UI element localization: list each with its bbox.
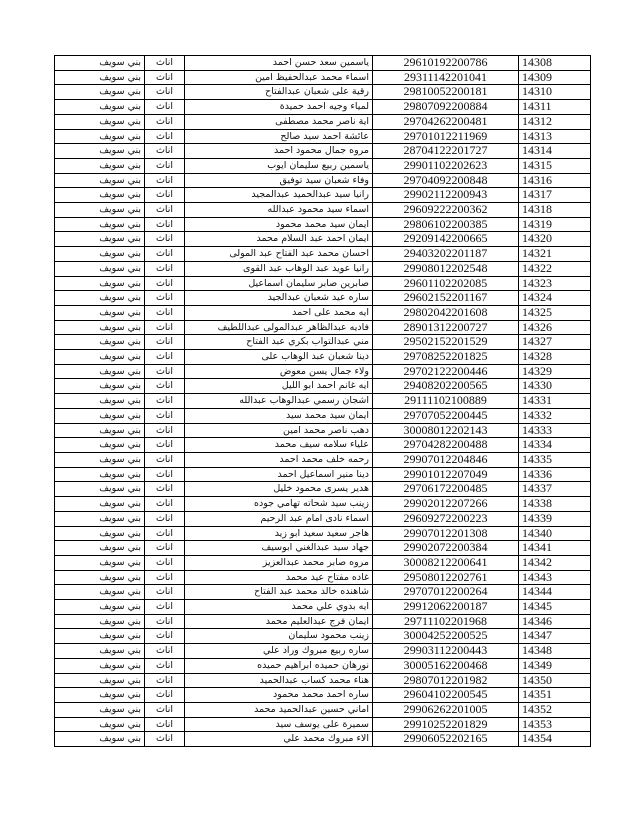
governorate-cell: بني سويف	[55, 408, 145, 423]
national-id-cell: 29806102200385	[373, 217, 519, 232]
national-id-cell: 29706172200485	[373, 482, 519, 497]
table-row	[55, 114, 591, 129]
national-id-cell: 29902012207266	[373, 497, 519, 512]
table-row	[55, 350, 591, 365]
name-cell: اشجان رسمي عبدالوهاب عبدالله	[185, 394, 373, 409]
governorate-cell: بني سويف	[55, 100, 145, 115]
national-id-cell: 29707012200264	[373, 585, 519, 600]
gender-cell: اناث	[145, 644, 185, 659]
table-body	[55, 56, 591, 747]
serial-number-cell: 14336	[519, 467, 591, 482]
national-id-cell: 29901012207049	[373, 467, 519, 482]
serial-number-cell: 14317	[519, 188, 591, 203]
governorate-cell: بني سويف	[55, 673, 145, 688]
national-id-cell: 29902072200384	[373, 541, 519, 556]
national-id-cell: 30004252200525	[373, 629, 519, 644]
serial-number-cell: 14347	[519, 629, 591, 644]
national-id-cell: 29701012211969	[373, 129, 519, 144]
name-cell: غاده مفتاح عيد محمد	[185, 570, 373, 585]
serial-number-cell: 14353	[519, 717, 591, 732]
national-id-cell: 30008012202143	[373, 423, 519, 438]
gender-cell: اناث	[145, 144, 185, 159]
serial-number-cell: 14321	[519, 247, 591, 262]
serial-number-cell: 14316	[519, 173, 591, 188]
name-cell: ساره عيد شعبان عبدالجيد	[185, 291, 373, 306]
national-id-cell: 29609272200223	[373, 511, 519, 526]
serial-number-cell: 14309	[519, 70, 591, 85]
gender-cell: اناث	[145, 335, 185, 350]
name-cell: اسماء نادى امام عبد الرحيم	[185, 511, 373, 526]
table-row	[55, 673, 591, 688]
table-row	[55, 658, 591, 673]
gender-cell: اناث	[145, 188, 185, 203]
gender-cell: اناث	[145, 673, 185, 688]
serial-number-cell: 14322	[519, 261, 591, 276]
name-cell: احسان محمد عبد الفتاح عبد المولى	[185, 247, 373, 262]
serial-number-cell: 14324	[519, 291, 591, 306]
serial-number-cell: 14330	[519, 379, 591, 394]
name-cell: نورهان حميده ابراهيم حميده	[185, 658, 373, 673]
name-cell: لمياء وجيه احمد حميدة	[185, 100, 373, 115]
name-cell: دينا منير اسماعيل احمد	[185, 467, 373, 482]
governorate-cell: بني سويف	[55, 188, 145, 203]
national-id-cell: 29111102100889	[373, 394, 519, 409]
serial-number-cell: 14345	[519, 600, 591, 615]
serial-number-cell: 14308	[519, 56, 591, 71]
name-cell: رانيا عويد عبد الوهاب عبد القوى	[185, 261, 373, 276]
gender-cell: اناث	[145, 526, 185, 541]
serial-number-cell: 14326	[519, 320, 591, 335]
table-row	[55, 305, 591, 320]
name-cell: ايمان احمد عبد السلام محمد	[185, 232, 373, 247]
gender-cell: اناث	[145, 350, 185, 365]
serial-number-cell: 14340	[519, 526, 591, 541]
table-row	[55, 600, 591, 615]
table-row	[55, 702, 591, 717]
table-row	[55, 70, 591, 85]
national-id-cell: 29704282200488	[373, 438, 519, 453]
name-cell: اسماء سيد محمود عبدالله	[185, 203, 373, 218]
serial-number-cell: 14343	[519, 570, 591, 585]
national-id-cell: 29907012201308	[373, 526, 519, 541]
gender-cell: اناث	[145, 717, 185, 732]
name-cell: رحمه خلف محمد احمد	[185, 452, 373, 467]
applicants-table	[54, 55, 591, 747]
gender-cell: اناث	[145, 320, 185, 335]
serial-number-cell: 14332	[519, 408, 591, 423]
table-row	[55, 423, 591, 438]
gender-cell: اناث	[145, 511, 185, 526]
gender-cell: اناث	[145, 452, 185, 467]
gender-cell: اناث	[145, 232, 185, 247]
gender-cell: اناث	[145, 408, 185, 423]
governorate-cell: بني سويف	[55, 688, 145, 703]
table-row	[55, 614, 591, 629]
table-row	[55, 217, 591, 232]
table-row	[55, 408, 591, 423]
governorate-cell: بني سويف	[55, 70, 145, 85]
national-id-cell: 29711102201968	[373, 614, 519, 629]
governorate-cell: بني سويف	[55, 379, 145, 394]
governorate-cell: بني سويف	[55, 217, 145, 232]
table-row	[55, 570, 591, 585]
national-id-cell: 29601102202085	[373, 276, 519, 291]
governorate-cell: بني سويف	[55, 614, 145, 629]
name-cell: فاديه عبدالظاهر عبدالمولى عبداللطيف	[185, 320, 373, 335]
governorate-cell: بني سويف	[55, 717, 145, 732]
governorate-cell: بني سويف	[55, 158, 145, 173]
table-row	[55, 144, 591, 159]
gender-cell: اناث	[145, 423, 185, 438]
name-cell: هاجر سعيد سعيد ابو زيد	[185, 526, 373, 541]
national-id-cell: 29910252201829	[373, 717, 519, 732]
table-row	[55, 526, 591, 541]
serial-number-cell: 14319	[519, 217, 591, 232]
serial-number-cell: 14318	[519, 203, 591, 218]
national-id-cell: 29702122200446	[373, 364, 519, 379]
name-cell: زينب محمود سليمان	[185, 629, 373, 644]
national-id-cell: 29602152201167	[373, 291, 519, 306]
serial-number-cell: 14325	[519, 305, 591, 320]
governorate-cell: بني سويف	[55, 114, 145, 129]
table-row	[55, 717, 591, 732]
gender-cell: اناث	[145, 100, 185, 115]
serial-number-cell: 14346	[519, 614, 591, 629]
serial-number-cell: 14338	[519, 497, 591, 512]
gender-cell: اناث	[145, 203, 185, 218]
name-cell: هناء محمد كساب عبدالحميد	[185, 673, 373, 688]
national-id-cell: 29903112200443	[373, 644, 519, 659]
gender-cell: اناث	[145, 688, 185, 703]
national-id-cell: 29901102202623	[373, 158, 519, 173]
governorate-cell: بني سويف	[55, 482, 145, 497]
serial-number-cell: 14337	[519, 482, 591, 497]
gender-cell: اناث	[145, 70, 185, 85]
governorate-cell: بني سويف	[55, 232, 145, 247]
table-row	[55, 291, 591, 306]
name-cell: اماني حسين عبدالحميد محمد	[185, 702, 373, 717]
name-cell: صابرين صابر سليمان اسماعيل	[185, 276, 373, 291]
serial-number-cell: 14329	[519, 364, 591, 379]
name-cell: شاهنده خالد محمد عبد الفتاح	[185, 585, 373, 600]
table-row	[55, 452, 591, 467]
serial-number-cell: 14334	[519, 438, 591, 453]
national-id-cell: 29810052200181	[373, 85, 519, 100]
serial-number-cell: 14310	[519, 85, 591, 100]
table-row	[55, 394, 591, 409]
gender-cell: اناث	[145, 555, 185, 570]
governorate-cell: بني سويف	[55, 129, 145, 144]
governorate-cell: بني سويف	[55, 305, 145, 320]
table-row	[55, 203, 591, 218]
gender-cell: اناث	[145, 702, 185, 717]
governorate-cell: بني سويف	[55, 732, 145, 747]
governorate-cell: بني سويف	[55, 364, 145, 379]
serial-number-cell: 14320	[519, 232, 591, 247]
national-id-cell: 29704092200848	[373, 173, 519, 188]
name-cell: دينا شعبان عبد الوهاب على	[185, 350, 373, 365]
governorate-cell: بني سويف	[55, 438, 145, 453]
name-cell: اية ناصر محمد مصطفى	[185, 114, 373, 129]
gender-cell: اناث	[145, 158, 185, 173]
name-cell: ايه غانم احمد ابو الليل	[185, 379, 373, 394]
gender-cell: اناث	[145, 732, 185, 747]
serial-number-cell: 14354	[519, 732, 591, 747]
national-id-cell: 29604102200545	[373, 688, 519, 703]
national-id-cell: 29907012204846	[373, 452, 519, 467]
table-row	[55, 173, 591, 188]
serial-number-cell: 14335	[519, 452, 591, 467]
name-cell: ساره ربيع مبروك وراد علي	[185, 644, 373, 659]
governorate-cell: بني سويف	[55, 644, 145, 659]
governorate-cell: بني سويف	[55, 276, 145, 291]
name-cell: ايه محمد على احمد	[185, 305, 373, 320]
serial-number-cell: 14328	[519, 350, 591, 365]
governorate-cell: بني سويف	[55, 555, 145, 570]
name-cell: سميرة على يوسف سيد	[185, 717, 373, 732]
name-cell: عائشة احمد سيد صالح	[185, 129, 373, 144]
governorate-cell: بني سويف	[55, 320, 145, 335]
serial-number-cell: 14344	[519, 585, 591, 600]
serial-number-cell: 14311	[519, 100, 591, 115]
gender-cell: اناث	[145, 85, 185, 100]
name-cell: ياسمين سعد حسن احمد	[185, 56, 373, 71]
name-cell: ايمان فرج عبدالعليم محمد	[185, 614, 373, 629]
gender-cell: اناث	[145, 56, 185, 71]
gender-cell: اناث	[145, 291, 185, 306]
national-id-cell: 29912062200187	[373, 600, 519, 615]
serial-number-cell: 14312	[519, 114, 591, 129]
national-id-cell: 29502152201529	[373, 335, 519, 350]
governorate-cell: بني سويف	[55, 173, 145, 188]
name-cell: ايه بدوي علي محمد	[185, 600, 373, 615]
national-id-cell: 29807092200884	[373, 100, 519, 115]
serial-number-cell: 14348	[519, 644, 591, 659]
table-row	[55, 555, 591, 570]
name-cell: رانيا سيد عبدالحميد عبدالمجيد	[185, 188, 373, 203]
governorate-cell: بني سويف	[55, 526, 145, 541]
gender-cell: اناث	[145, 438, 185, 453]
serial-number-cell: 14350	[519, 673, 591, 688]
table-row	[55, 188, 591, 203]
serial-number-cell: 14315	[519, 158, 591, 173]
gender-cell: اناث	[145, 585, 185, 600]
governorate-cell: بني سويف	[55, 629, 145, 644]
gender-cell: اناث	[145, 114, 185, 129]
table-row	[55, 232, 591, 247]
table-row	[55, 585, 591, 600]
serial-number-cell: 14331	[519, 394, 591, 409]
name-cell: علياء سلامه سيف محمد	[185, 438, 373, 453]
name-cell: مروه صابر محمد عبدالعزيز	[185, 555, 373, 570]
serial-number-cell: 14339	[519, 511, 591, 526]
name-cell: جهاد سيد عبدالغني ابوسيف	[185, 541, 373, 556]
national-id-cell: 29902112200943	[373, 188, 519, 203]
serial-number-cell: 14351	[519, 688, 591, 703]
serial-number-cell: 14342	[519, 555, 591, 570]
name-cell: ياسمين ربيع سليمان ايوب	[185, 158, 373, 173]
governorate-cell: بني سويف	[55, 497, 145, 512]
gender-cell: اناث	[145, 247, 185, 262]
national-id-cell: 29610192200786	[373, 56, 519, 71]
national-id-cell: 29508012202761	[373, 570, 519, 585]
serial-number-cell: 14341	[519, 541, 591, 556]
national-id-cell: 29906052202165	[373, 732, 519, 747]
governorate-cell: بني سويف	[55, 658, 145, 673]
gender-cell: اناث	[145, 261, 185, 276]
table-row	[55, 247, 591, 262]
table-row	[55, 129, 591, 144]
governorate-cell: بني سويف	[55, 511, 145, 526]
name-cell: رقية على شعبان عبدالفتاح	[185, 85, 373, 100]
national-id-cell: 29708252201825	[373, 350, 519, 365]
applicants-table-page	[54, 55, 590, 747]
table-row	[55, 497, 591, 512]
gender-cell: اناث	[145, 276, 185, 291]
national-id-cell: 28704122201727	[373, 144, 519, 159]
governorate-cell: بني سويف	[55, 247, 145, 262]
governorate-cell: بني سويف	[55, 394, 145, 409]
governorate-cell: بني سويف	[55, 203, 145, 218]
serial-number-cell: 14349	[519, 658, 591, 673]
table-row	[55, 320, 591, 335]
gender-cell: اناث	[145, 173, 185, 188]
national-id-cell: 29707052200445	[373, 408, 519, 423]
table-row	[55, 276, 591, 291]
name-cell: الاء مبروك محمد علي	[185, 732, 373, 747]
gender-cell: اناث	[145, 482, 185, 497]
table-row	[55, 56, 591, 71]
national-id-cell: 29908012202548	[373, 261, 519, 276]
national-id-cell: 29906262201005	[373, 702, 519, 717]
gender-cell: اناث	[145, 467, 185, 482]
governorate-cell: بني سويف	[55, 467, 145, 482]
serial-number-cell: 14313	[519, 129, 591, 144]
gender-cell: اناث	[145, 364, 185, 379]
gender-cell: اناث	[145, 629, 185, 644]
governorate-cell: بني سويف	[55, 600, 145, 615]
table-row	[55, 85, 591, 100]
name-cell: ايمان سيد محمد محمود	[185, 217, 373, 232]
governorate-cell: بني سويف	[55, 291, 145, 306]
national-id-cell: 29704262200481	[373, 114, 519, 129]
national-id-cell: 29403202201187	[373, 247, 519, 262]
governorate-cell: بني سويف	[55, 452, 145, 467]
name-cell: زينب سيد شحاته تهامي جوده	[185, 497, 373, 512]
governorate-cell: بني سويف	[55, 56, 145, 71]
gender-cell: اناث	[145, 217, 185, 232]
name-cell: ايمان سيد محمد سيد	[185, 408, 373, 423]
national-id-cell: 29209142200665	[373, 232, 519, 247]
table-row	[55, 335, 591, 350]
table-row	[55, 732, 591, 747]
gender-cell: اناث	[145, 129, 185, 144]
table-row	[55, 438, 591, 453]
governorate-cell: بني سويف	[55, 350, 145, 365]
gender-cell: اناث	[145, 600, 185, 615]
name-cell: اسماء محمد عبدالحفيظ امين	[185, 70, 373, 85]
table-row	[55, 541, 591, 556]
gender-cell: اناث	[145, 541, 185, 556]
gender-cell: اناث	[145, 379, 185, 394]
table-row	[55, 379, 591, 394]
serial-number-cell: 14323	[519, 276, 591, 291]
table-row	[55, 482, 591, 497]
gender-cell: اناث	[145, 497, 185, 512]
serial-number-cell: 14333	[519, 423, 591, 438]
national-id-cell: 29408202200565	[373, 379, 519, 394]
table-row	[55, 629, 591, 644]
gender-cell: اناث	[145, 570, 185, 585]
table-row	[55, 100, 591, 115]
name-cell: مروه جمال محمود احمد	[185, 144, 373, 159]
table-row	[55, 644, 591, 659]
governorate-cell: بني سويف	[55, 585, 145, 600]
national-id-cell: 29609222200362	[373, 203, 519, 218]
governorate-cell: بني سويف	[55, 85, 145, 100]
name-cell: هدير يسرى محمود خليل	[185, 482, 373, 497]
governorate-cell: بني سويف	[55, 541, 145, 556]
table-row	[55, 467, 591, 482]
table-row	[55, 364, 591, 379]
name-cell: مني عبدالتواب بكري عبد الفتاح	[185, 335, 373, 350]
gender-cell: اناث	[145, 305, 185, 320]
national-id-cell: 29802042201608	[373, 305, 519, 320]
name-cell: دهب ناصر محمد امين	[185, 423, 373, 438]
governorate-cell: بني سويف	[55, 144, 145, 159]
gender-cell: اناث	[145, 658, 185, 673]
national-id-cell: 28901312200727	[373, 320, 519, 335]
governorate-cell: بني سويف	[55, 702, 145, 717]
governorate-cell: بني سويف	[55, 335, 145, 350]
table-row	[55, 688, 591, 703]
governorate-cell: بني سويف	[55, 570, 145, 585]
serial-number-cell: 14352	[519, 702, 591, 717]
table-row	[55, 261, 591, 276]
national-id-cell: 30008212200641	[373, 555, 519, 570]
serial-number-cell: 14314	[519, 144, 591, 159]
table-row	[55, 158, 591, 173]
governorate-cell: بني سويف	[55, 261, 145, 276]
name-cell: ساره احمد محمد محمود	[185, 688, 373, 703]
table-row	[55, 511, 591, 526]
name-cell: وفاء شعبان سيد توفيق	[185, 173, 373, 188]
national-id-cell: 29311142201041	[373, 70, 519, 85]
name-cell: ولاء جمال يسن معوض	[185, 364, 373, 379]
serial-number-cell: 14327	[519, 335, 591, 350]
national-id-cell: 29807012201982	[373, 673, 519, 688]
governorate-cell: بني سويف	[55, 423, 145, 438]
gender-cell: اناث	[145, 394, 185, 409]
gender-cell: اناث	[145, 614, 185, 629]
national-id-cell: 30005162200468	[373, 658, 519, 673]
